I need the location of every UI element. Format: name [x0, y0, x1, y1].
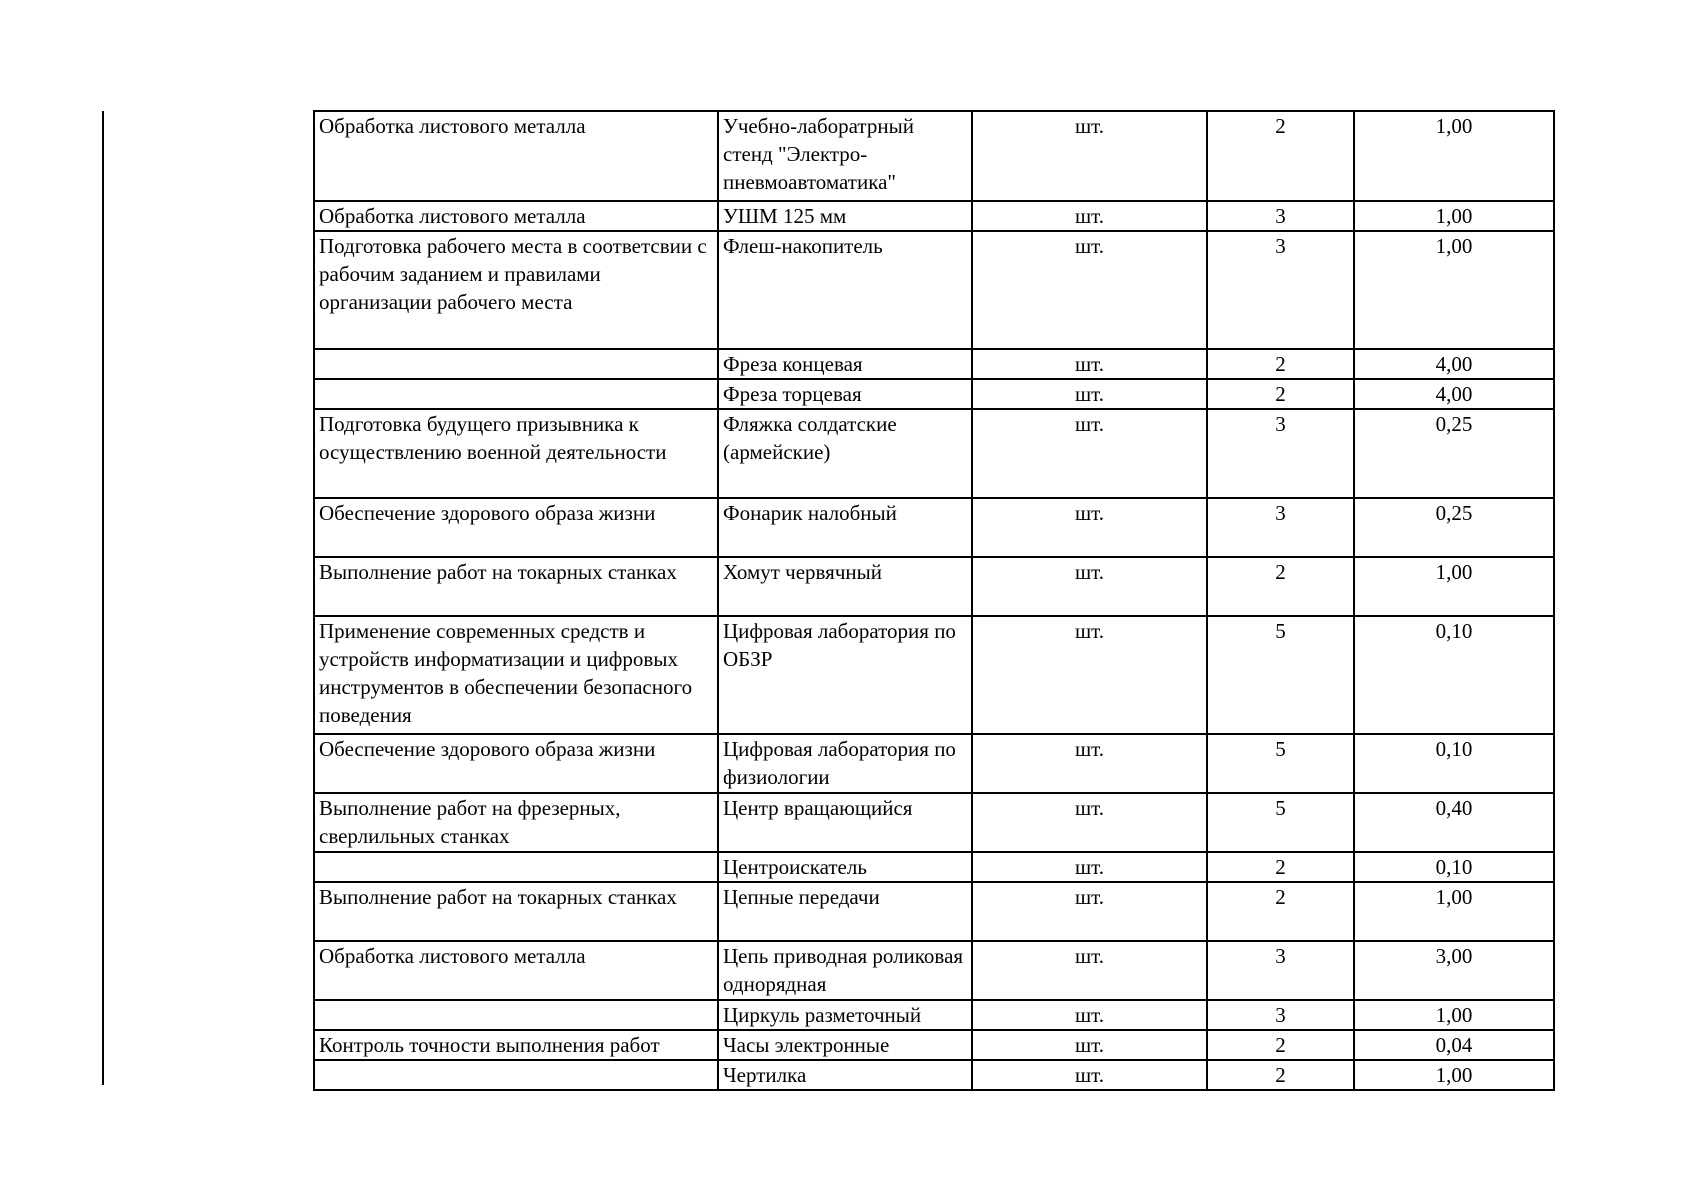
item-cell: Чертилка [718, 1060, 972, 1090]
equipment-table [313, 110, 1555, 1091]
item-cell: Фонарик налобный [718, 498, 972, 557]
unit-cell: шт. [972, 231, 1207, 349]
quantity-cell: 2 [1207, 379, 1354, 409]
item-cell: Цифровая лаборатория по ОБЗР [718, 616, 972, 734]
activity-cell: Выполнение работ на токарных станках [314, 557, 718, 616]
norm-cell: 0,25 [1354, 498, 1554, 557]
unit-cell: шт. [972, 852, 1207, 882]
activity-cell: Выполнение работ на фрезерных, сверлильных станках [314, 793, 718, 852]
table-row [314, 852, 1554, 882]
quantity-cell: 2 [1207, 1030, 1354, 1060]
quantity-cell: 3 [1207, 409, 1354, 498]
item-cell: Цепные передачи [718, 882, 972, 941]
table-row [314, 1030, 1554, 1060]
norm-cell: 0,04 [1354, 1030, 1554, 1060]
unit-cell: шт. [972, 201, 1207, 231]
activity-cell: Обработка листового металла [314, 111, 718, 201]
item-cell: Центр вращающийся [718, 793, 972, 852]
quantity-cell: 3 [1207, 1000, 1354, 1030]
quantity-cell: 5 [1207, 734, 1354, 793]
quantity-cell: 3 [1207, 231, 1354, 349]
norm-cell: 1,00 [1354, 557, 1554, 616]
table-row [314, 379, 1554, 409]
quantity-cell: 2 [1207, 557, 1354, 616]
norm-cell: 0,40 [1354, 793, 1554, 852]
item-cell: Часы электронные [718, 1030, 972, 1060]
item-cell: Фреза торцевая [718, 379, 972, 409]
quantity-cell: 2 [1207, 349, 1354, 379]
quantity-cell: 2 [1207, 1060, 1354, 1090]
activity-cell: Обработка листового металла [314, 941, 718, 1000]
quantity-cell: 2 [1207, 852, 1354, 882]
item-cell: Флеш-накопитель [718, 231, 972, 349]
norm-cell: 3,00 [1354, 941, 1554, 1000]
norm-cell: 1,00 [1354, 1060, 1554, 1090]
norm-cell: 0,10 [1354, 852, 1554, 882]
activity-cell: Подготовка рабочего места в соответсвии с рабочим заданием и правилами организации рабочего места [314, 231, 718, 349]
activity-cell [314, 349, 718, 379]
item-cell: Цепь приводная роликовая однорядная [718, 941, 972, 1000]
table-row [314, 793, 1554, 852]
unit-cell: шт. [972, 734, 1207, 793]
unit-cell: шт. [972, 1030, 1207, 1060]
activity-cell [314, 852, 718, 882]
table-row [314, 1060, 1554, 1090]
norm-cell: 1,00 [1354, 1000, 1554, 1030]
table-row [314, 409, 1554, 498]
item-cell: Хомут червячный [718, 557, 972, 616]
norm-cell: 4,00 [1354, 349, 1554, 379]
norm-cell: 1,00 [1354, 201, 1554, 231]
unit-cell: шт. [972, 793, 1207, 852]
unit-cell: шт. [972, 111, 1207, 201]
norm-cell: 0,10 [1354, 616, 1554, 734]
activity-cell [314, 1060, 718, 1090]
unit-cell: шт. [972, 557, 1207, 616]
unit-cell: шт. [972, 349, 1207, 379]
table-row [314, 1000, 1554, 1030]
norm-cell: 1,00 [1354, 231, 1554, 349]
item-cell: УШМ 125 мм [718, 201, 972, 231]
norm-cell: 0,25 [1354, 409, 1554, 498]
norm-cell: 1,00 [1354, 882, 1554, 941]
quantity-cell: 3 [1207, 201, 1354, 231]
page-margin-line [102, 111, 104, 1085]
activity-cell: Применение современных средств и устройств информатизации и цифровых инструментов в обеспечении безопасного поведения [314, 616, 718, 734]
unit-cell: шт. [972, 941, 1207, 1000]
norm-cell: 0,10 [1354, 734, 1554, 793]
quantity-cell: 3 [1207, 498, 1354, 557]
norm-cell: 4,00 [1354, 379, 1554, 409]
quantity-cell: 5 [1207, 616, 1354, 734]
table-row [314, 111, 1554, 201]
unit-cell: шт. [972, 882, 1207, 941]
activity-cell: Подготовка будущего призывника к осуществлению военной деятельности [314, 409, 718, 498]
quantity-cell: 2 [1207, 882, 1354, 941]
table-row [314, 616, 1554, 734]
quantity-cell: 2 [1207, 111, 1354, 201]
unit-cell: шт. [972, 498, 1207, 557]
item-cell: Цифровая лаборатория по физиологии [718, 734, 972, 793]
quantity-cell: 5 [1207, 793, 1354, 852]
unit-cell: шт. [972, 379, 1207, 409]
norm-cell: 1,00 [1354, 111, 1554, 201]
activity-cell: Контроль точности выполнения работ [314, 1030, 718, 1060]
activity-cell: Выполнение работ на токарных станках [314, 882, 718, 941]
item-cell: Центроискатель [718, 852, 972, 882]
table-row [314, 201, 1554, 231]
quantity-cell: 3 [1207, 941, 1354, 1000]
activity-cell: Обеспечение здорового образа жизни [314, 734, 718, 793]
activity-cell [314, 379, 718, 409]
unit-cell: шт. [972, 1060, 1207, 1090]
table-row [314, 498, 1554, 557]
activity-cell: Обеспечение здорового образа жизни [314, 498, 718, 557]
item-cell: Фляжка солдатские (армейские) [718, 409, 972, 498]
table-row [314, 349, 1554, 379]
item-cell: Фреза концевая [718, 349, 972, 379]
unit-cell: шт. [972, 409, 1207, 498]
table-row [314, 941, 1554, 1000]
activity-cell [314, 1000, 718, 1030]
table-row [314, 882, 1554, 941]
unit-cell: шт. [972, 1000, 1207, 1030]
table-row [314, 557, 1554, 616]
activity-cell: Обработка листового металла [314, 201, 718, 231]
table-row [314, 231, 1554, 349]
item-cell: Циркуль разметочный [718, 1000, 972, 1030]
unit-cell: шт. [972, 616, 1207, 734]
item-cell: Учебно-лаборатрный стенд "Электро-пневмоавтоматика" [718, 111, 972, 201]
table-row [314, 734, 1554, 793]
